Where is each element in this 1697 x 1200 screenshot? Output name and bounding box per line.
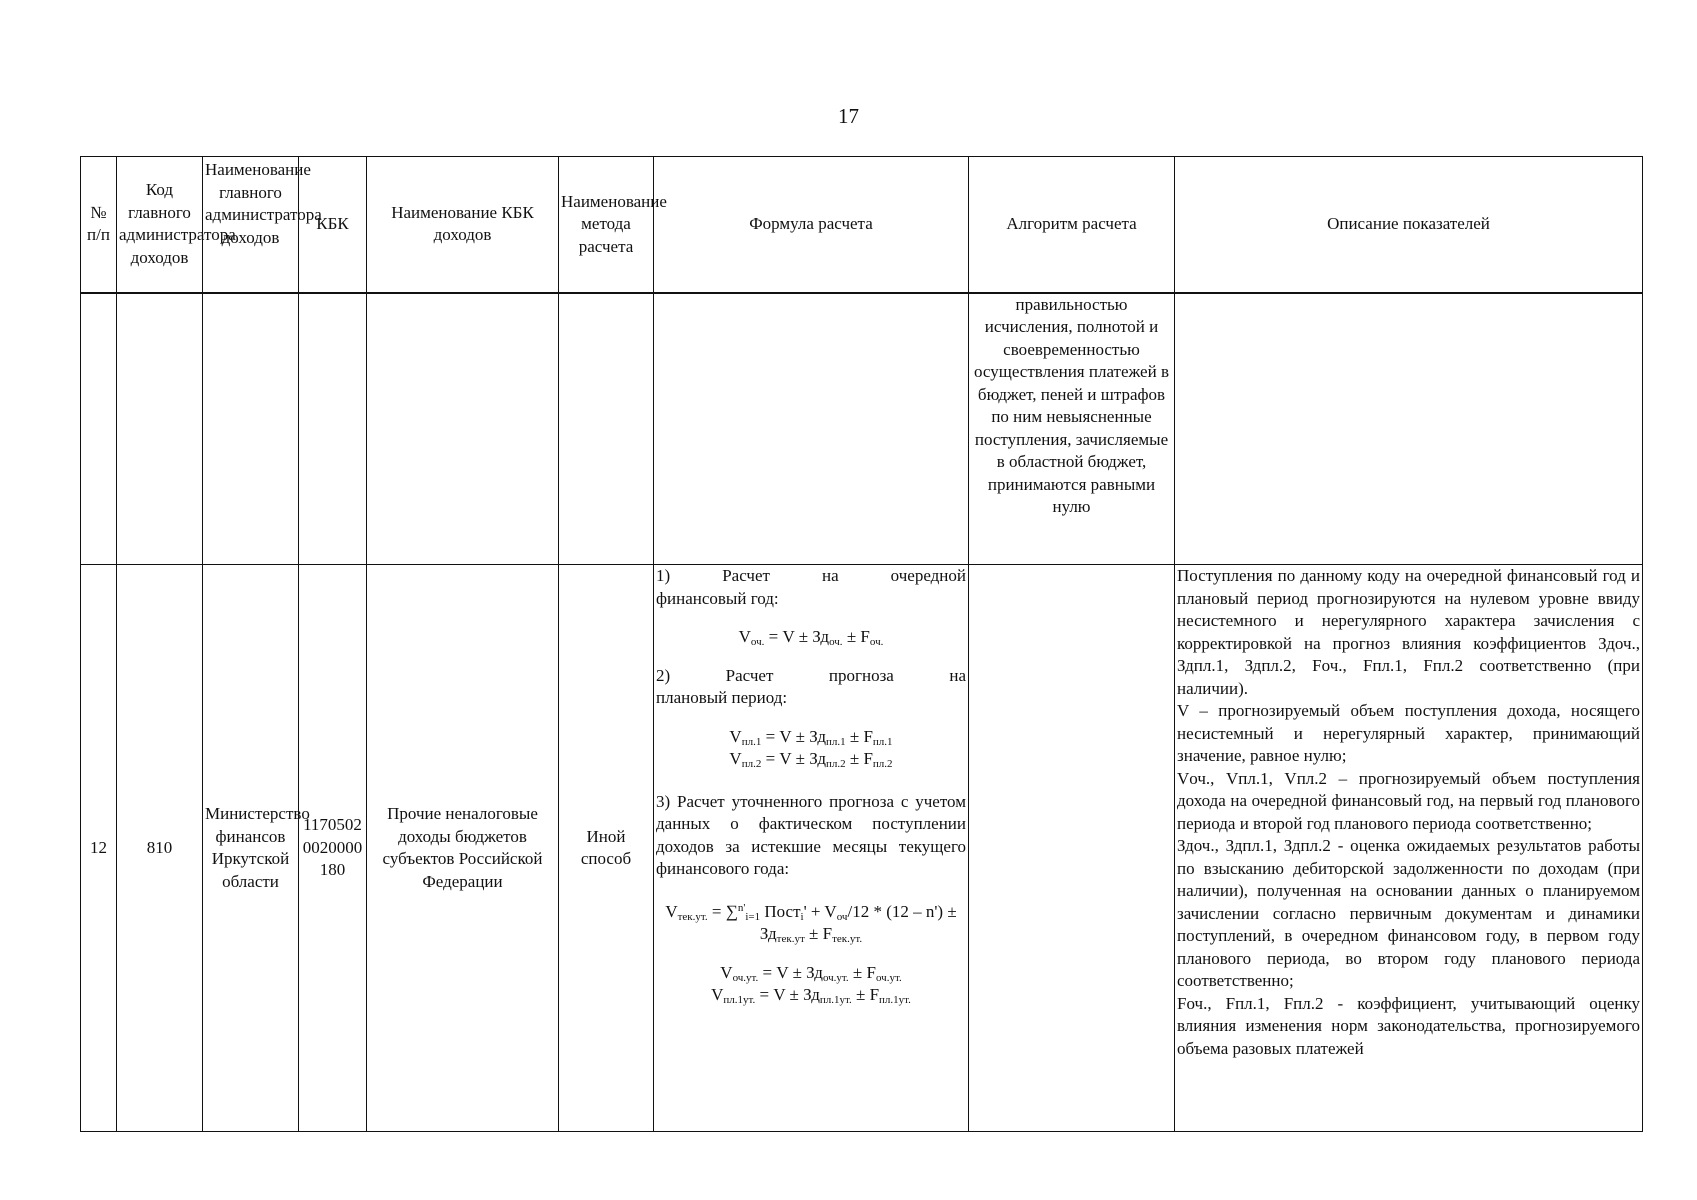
description-paragraph-5: Fоч., Fпл.1, Fпл.2 - коэффициент, учитывающий оценку влияния изменения норм законодательства, прогнозируемого объема разовых платежей bbox=[1177, 993, 1640, 1058]
formula-v-pl1: $V_{пл.1} = V \pm Зд_{пл.1} \pm F_{пл.1}$ bbox=[729, 726, 893, 748]
cell-description bbox=[1175, 293, 1643, 565]
formula-v-pl1-ut: $V_{пл.1ут.} = V \pm Зд_{пл.1ут.} \pm F_{пл.1ут.}$ bbox=[711, 985, 911, 1006]
header-num: № п/п bbox=[81, 157, 117, 293]
cell-algorithm bbox=[969, 565, 1175, 1132]
cell-algorithm: правильностью исчисления, полнотой и своевременностью осуществления платежей в бюджет, пеней и штрафов по ним невыясненные поступления, зачисляемые в областной бюджет, принимаются равными нулю bbox=[969, 293, 1175, 565]
formula-v-tek: $V_{тек.ут.} = \sum^{n'}_{i=1}$ Пост$_i$' + $V_{оч}/12 * (12 - n') \pm Зд_{тек.ут} \pm F_{тек.ут.}$ bbox=[665, 901, 957, 945]
revenue-method-table bbox=[80, 156, 1643, 1132]
formula-v-pl2: $V_{пл.2} = V \pm Зд_{пл.2} \pm F_{пл.2}$ bbox=[729, 749, 893, 770]
cell-method bbox=[559, 293, 654, 565]
table-row-continued bbox=[81, 293, 1643, 565]
cell-num bbox=[81, 293, 117, 565]
formula-step3-text: 3) Расчет уточненного прогноза с учетом данных о фактическом поступлении доходов за истекшие месяцы текущего финансового года: bbox=[656, 791, 966, 878]
formula-step1-heading-end: финансовый год: bbox=[656, 588, 779, 608]
cell-formula bbox=[654, 565, 969, 1132]
formula-step1-heading: 1) Расчет на очередной bbox=[656, 566, 966, 585]
header-row bbox=[81, 157, 1643, 293]
cell-admin-name: Министерство финансов Иркутской области bbox=[203, 565, 299, 1132]
cell-admin-code: 810 bbox=[117, 565, 203, 1132]
cell-admin-name bbox=[203, 293, 299, 565]
header-kbk: КБК bbox=[299, 157, 367, 293]
header-formula: Формула расчета bbox=[654, 157, 969, 293]
cell-kbk: 11705020020000180 bbox=[299, 565, 367, 1132]
formula-step2-heading: 2) Расчет прогноза на bbox=[656, 665, 966, 685]
cell-kbk-name bbox=[367, 293, 559, 565]
header-admin-name: Наименование главного администратора доходов bbox=[203, 157, 299, 293]
description-paragraph-3: Vоч., Vпл.1, Vпл.2 – прогнозируемый объем поступления дохода на очередной финансовый год, на первый год планового периода и второй год планового периода соответственно; bbox=[1177, 768, 1640, 833]
cell-kbk bbox=[299, 293, 367, 565]
page-number: 17 bbox=[838, 104, 859, 128]
cell-formula bbox=[654, 293, 969, 565]
cell-kbk-name: Прочие неналоговые доходы бюджетов субъектов Российской Федерации bbox=[367, 565, 559, 1132]
formula-step2-heading-end: плановый период: bbox=[656, 688, 788, 707]
header-algorithm: Алгоритм расчета bbox=[969, 157, 1175, 293]
header-description: Описание показателей bbox=[1175, 157, 1643, 293]
description-paragraph-2: V – прогнозируемый объем поступления дохода, носящего несистемный и нерегулярный характер, принимающий значение, равное нулю; bbox=[1177, 701, 1640, 765]
cell-method: Иной способ bbox=[559, 565, 654, 1132]
header-method-name: Наименование метода расчета bbox=[559, 157, 654, 293]
cell-num: 12 bbox=[81, 565, 117, 1132]
header-admin-code: Код главного администратора доходов bbox=[117, 157, 203, 293]
description-paragraph-1: Поступления по данному коду на очередной финансовый год и плановый период прогнозируются на нулевом уровне ввиду несистемного и нерегулярного характера зачисления с корректировкой на прогноз влияния коэффициентов Здоч., Здпл.1, Здпл.2, Fоч., Fпл.1, Fпл.2 соответственно (при наличии). bbox=[1177, 566, 1640, 698]
header-kbk-name: Наименование КБК доходов bbox=[367, 157, 559, 293]
cell-admin-code bbox=[117, 293, 203, 565]
cell-description bbox=[1175, 565, 1643, 1132]
formula-v-och: $V_{оч.} = V \pm Зд_{оч.} \pm F_{оч.}$ bbox=[738, 627, 884, 648]
description-paragraph-4: Здоч., Здпл.1, Здпл.2 - оценка ожидаемых результатов работы по взысканию дебиторской задолженности по доходам (при наличии), полученная на основании данных о планируемом зачислении согласно первичным документам и динамики поступлений, в очередном финансовом году, в первом году планового периода, во втором году планового периода соответственно; bbox=[1177, 836, 1640, 990]
formula-v-och-ut: $V_{оч.ут.} = V \pm Зд_{оч.ут.} \pm F_{оч.ут.}$ bbox=[720, 962, 902, 984]
table-header bbox=[81, 157, 1643, 293]
table-row-12 bbox=[81, 565, 1643, 1132]
